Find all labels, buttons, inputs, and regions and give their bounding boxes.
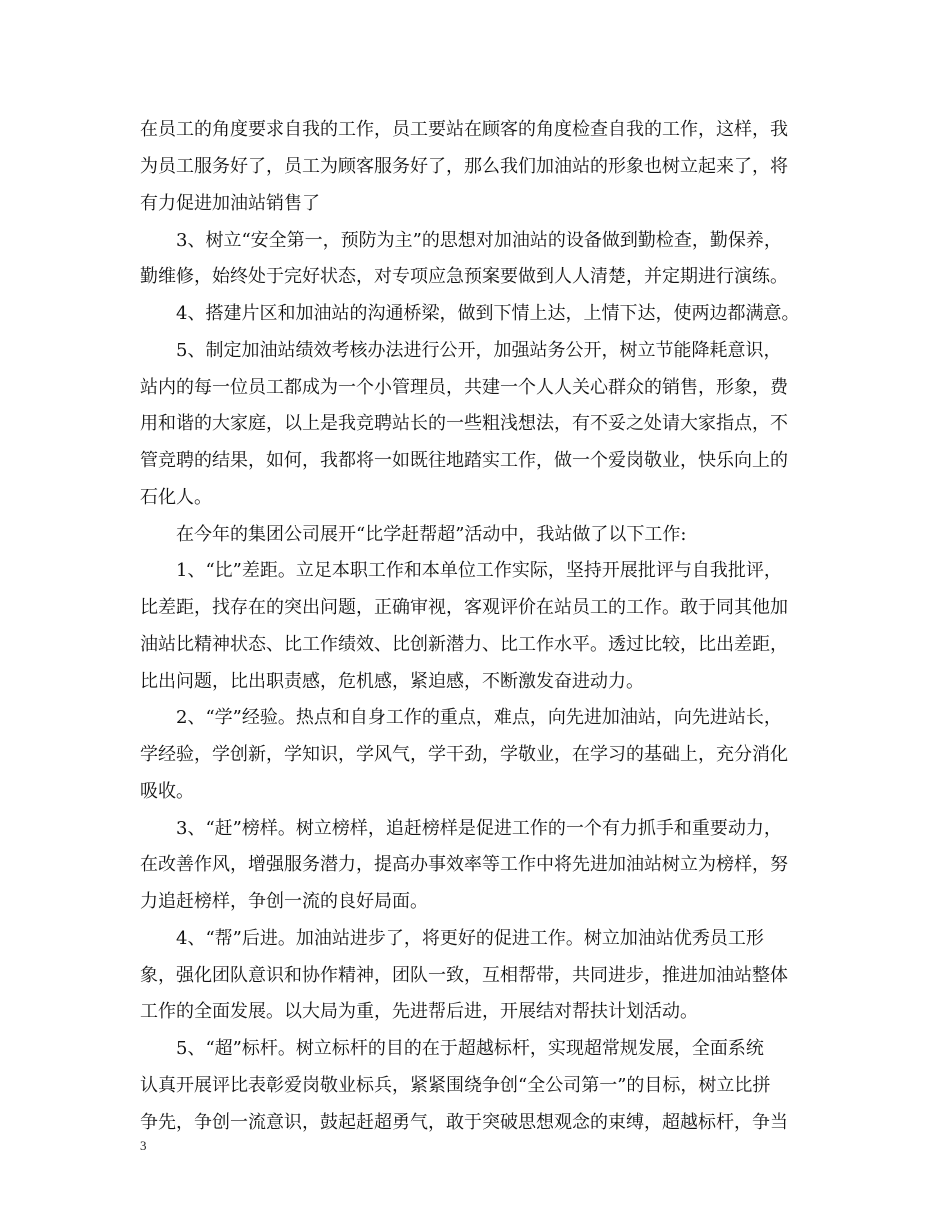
text-line: 3、树立“安全第一，预防为主”的思想对加油站的设备做到勤检查，勤保养，	[176, 230, 782, 251]
text-line: 争先，争创一流意识，鼓起赶超勇气，敢于突破思想观念的束缚，超越标杆，争当	[140, 1112, 788, 1133]
text-line: 3、“赶”榜样。树立榜样，追赶榜样是促进工作的一个有力抓手和重要动力，	[176, 818, 782, 839]
text-line: 象，强化团队意识和协作精神，团队一致，互相帮带，共同进步，推进加油站整体	[140, 965, 788, 986]
text-line: 认真开展评比表彰爱岗敬业标兵，紧紧围绕争创“全公司第一”的目标，树立比拼	[140, 1075, 771, 1096]
text-line: 学经验，学创新，学知识，学风气，学干劲，学敬业，在学习的基础上，充分消化	[140, 744, 788, 765]
text-line: 站内的每一位员工都成为一个小管理员，共建一个人人关心群众的销售，形象，费	[140, 377, 788, 398]
text-line: 石化人。	[140, 487, 212, 508]
text-line: 管竞聘的结果，如何，我都将一如既往地踏实工作，做一个爱岗敬业，快乐向上的	[140, 450, 788, 471]
text-line: 在改善作风，增强服务潜力，提高办事效率等工作中将先进加油站树立为榜样，努	[140, 854, 788, 875]
text-line: 油站比精神状态、比工作绩效、比创新潜力、比工作水平。透过比较，比出差距，	[140, 634, 788, 655]
text-line: 比出问题，比出职责感，危机感，紧迫感，不断激发奋进动力。	[140, 671, 644, 692]
text-line: 1、“比”差距。立足本职工作和本单位工作实际，坚持开展批评与自我批评，	[176, 560, 782, 581]
text-line: 4、“帮”后进。加油站进步了，将更好的促进工作。树立加油站优秀员工形	[176, 928, 764, 949]
text-line: 勤维修，始终处于完好状态，对专项应急预案要做到人人清楚，并定期进行演练。	[140, 266, 788, 287]
text-line: 在今年的集团公司展开“比学赶帮超”活动中，我站做了以下工作:	[176, 524, 687, 545]
text-line: 用和谐的大家庭，以上是我竞聘站长的一些粗浅想法，有不妥之处请大家指点，不	[140, 413, 788, 434]
text-line: 4、搭建片区和加油站的沟通桥梁，做到下情上达，上情下达，使两边都满意。	[176, 303, 800, 324]
text-line: 工作的全面发展。以大局为重，先进帮后进，开展结对帮扶计划活动。	[140, 1001, 698, 1022]
text-line: 2、“学”经验。热点和自身工作的重点，难点，向先进加油站，向先进站长，	[176, 707, 782, 728]
text-line: 5、制定加油站绩效考核办法进行公开，加强站务公开，树立节能降耗意识，	[176, 340, 782, 361]
text-line: 力追赶榜样，争创一流的良好局面。	[140, 891, 428, 912]
text-line: 比差距，找存在的突出问题，正确审视，客观评价在站员工的工作。敢于同其他加	[140, 597, 788, 618]
text-line: 5、“超”标杆。树立标杆的目的在于超越标杆，实现超常规发展，全面系统	[176, 1038, 764, 1059]
page-number: 3	[140, 1138, 147, 1153]
text-line: 为员工服务好了，员工为顾客服务好了，那么我们加油站的形象也树立起来了，将	[140, 156, 788, 177]
text-line: 吸收。	[140, 781, 194, 802]
text-line: 在员工的角度要求自我的工作，员工要站在顾客的角度检查自我的工作，这样，我	[140, 119, 788, 140]
text-line: 有力促进加油站销售了	[140, 193, 320, 214]
